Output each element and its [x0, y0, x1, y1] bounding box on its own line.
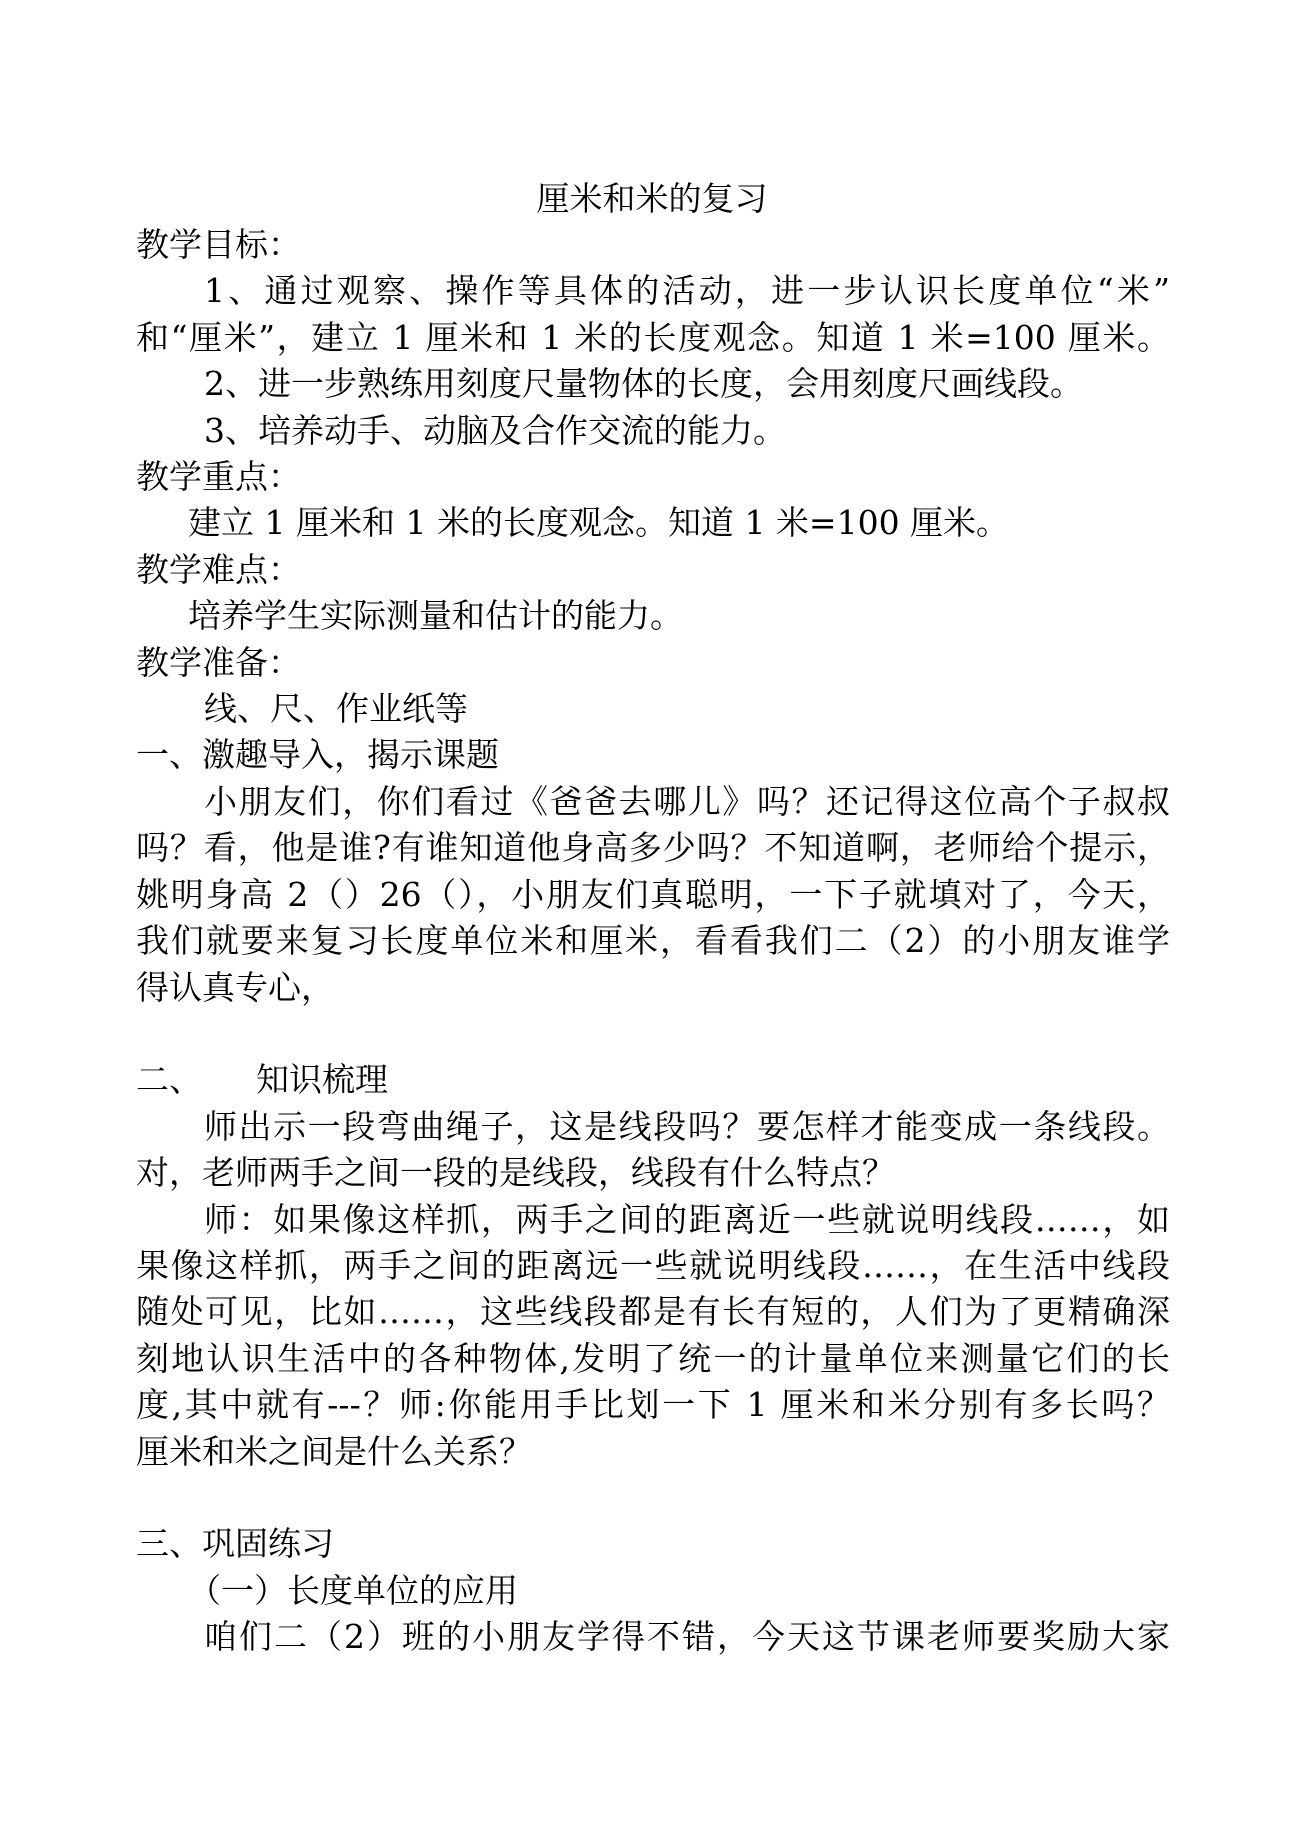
section-3-subheading: （一）长度单位的应用: [188, 1570, 518, 1610]
section-2-line: 度,其中就有---？师:你能用手比划一下 1 厘米和米分别有多长吗？: [136, 1385, 1170, 1425]
objectives-heading: 教学目标：: [136, 225, 301, 264]
section-2-line: 师出示一段弯曲绳子，这是线段吗？要怎样才能变成一条线段。: [204, 1106, 1170, 1146]
section-1-line: 姚明身高 2（）26（），小朋友们真聪明，一下子就填对了，今天，: [136, 874, 1170, 914]
section-2-heading-number: 二、: [136, 1060, 202, 1100]
preparation-heading: 教学准备：: [136, 642, 301, 682]
section-2-line: 师：如果像这样抓，两手之间的距离近一些就说明线段……，如: [204, 1199, 1170, 1239]
key-points-text: 建立 1 厘米和 1 米的长度观念。知道 1 米=100 厘米。: [188, 503, 1010, 543]
section-3-line: 咱们二（2）班的小朋友学得不错，今天这节课老师要奖励大家: [204, 1617, 1170, 1657]
difficulties-text: 培养学生实际测量和估计的能力。: [188, 596, 683, 636]
section-3-heading: 三、巩固练习: [136, 1524, 334, 1564]
section-2-heading: [136, 1057, 1170, 1103]
key-points-heading: 教学重点：: [136, 457, 301, 497]
document-body: [136, 222, 1170, 1661]
section-2-line: 果像这样抓，两手之间的距离远一些就说明线段……，在生活中线段: [136, 1245, 1170, 1285]
section-2-line: 对，老师两手之间一段的是线段，线段有什么特点？: [136, 1153, 895, 1193]
section-1-heading: 一、激趣导入，揭示课题: [136, 735, 499, 775]
section-2-heading-text: 知识梳理: [256, 1060, 388, 1100]
section-2-line: 刻地认识生活中的各种物体,发明了统一的计量单位来测量它们的长: [136, 1338, 1170, 1378]
blank-line: [136, 1011, 1170, 1057]
preparation-text: 线、尺、作业纸等: [204, 689, 468, 729]
objective-1-line-1: 1、通过观察、操作等具体的活动，进一步认识长度单位“米”: [204, 271, 1170, 311]
section-2-line: 随处可见，比如……，这些线段都是有长有短的，人们为了更精确深: [136, 1292, 1170, 1332]
document-title: 厘米和米的复习: [536, 179, 768, 218]
objective-1-line-2: 和“厘米”，建立 1 厘米和 1 米的长度观念。知道 1 米=100 厘米。: [136, 317, 1170, 357]
section-2-line: 厘米和米之间是什么关系？: [136, 1431, 532, 1471]
section-1-line: 得认真专心，: [136, 967, 334, 1007]
objective-2: 2、进一步熟练用刻度尺量物体的长度，会用刻度尺画线段。: [204, 364, 1083, 404]
section-1-line: 吗？看，他是谁?有谁知道他身高多少吗？不知道啊，老师给个提示，: [136, 828, 1170, 868]
section-1-line: 小朋友们，你们看过《爸爸去哪儿》吗？还记得这位高个子叔叔: [204, 781, 1170, 821]
blank-line: [136, 1475, 1170, 1521]
difficulties-heading: 教学难点：: [136, 549, 301, 589]
section-1-line: 我们就要来复习长度单位米和厘米，看看我们二（2）的小朋友谁学: [136, 921, 1170, 961]
objective-3: 3、培养动手、动脑及合作交流的能力。: [204, 410, 786, 450]
